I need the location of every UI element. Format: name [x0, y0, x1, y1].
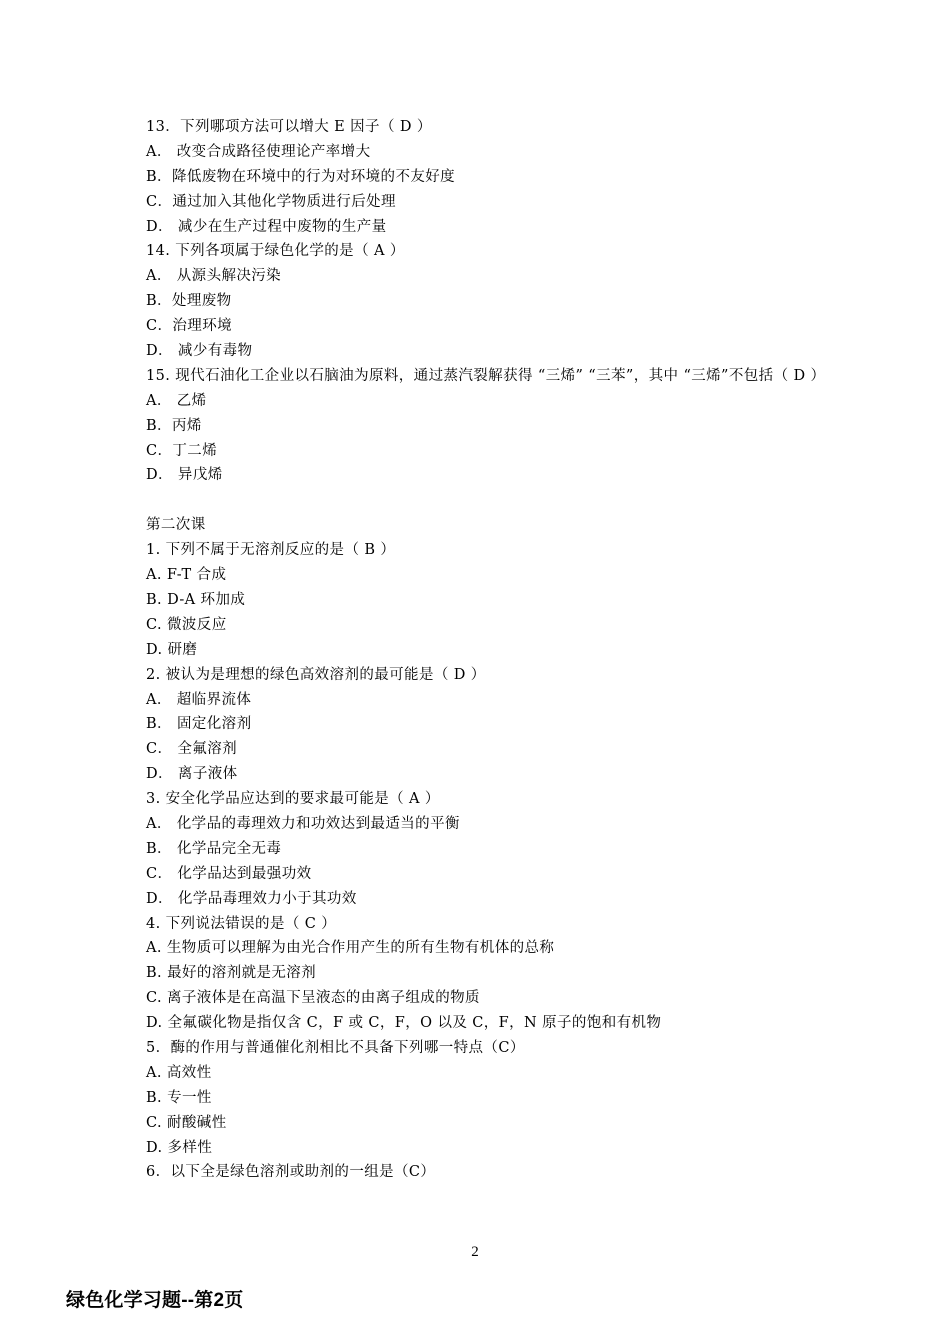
- question-line: C． 全氟溶剂: [146, 741, 238, 758]
- question-list-section2: [146, 538, 826, 1185]
- question-line: D． 减少在生产过程中废物的生产量: [146, 218, 387, 235]
- question-line: 14. 下列各项属于绿色化学的是（ A ）: [146, 243, 405, 260]
- question-line: B. D-A 环加成: [146, 591, 246, 608]
- question-list-section1: [146, 115, 826, 488]
- section-gap: [146, 488, 826, 513]
- question-line: A． 超临界流体: [146, 691, 252, 708]
- question-line: A． 化学品的毒理效力和功效达到最适当的平衡: [146, 815, 460, 832]
- footer-title: 绿色化学习题--第2页: [66, 1290, 244, 1311]
- section-title: 第二次课: [146, 517, 206, 534]
- question-line: B． 化学品完全无毒: [146, 840, 282, 857]
- question-line: C．治理环境: [146, 318, 232, 335]
- question-line: D． 减少有毒物: [146, 343, 253, 360]
- question-line: 13．下列哪项方法可以增大 E 因子（ D ）: [146, 119, 432, 135]
- question-line: A. 生物质可以理解为由光合作用产生的所有生物有机体的总称: [146, 940, 555, 957]
- question-line: 2. 被认为是理想的绿色高效溶剂的最可能是（ D ）: [146, 666, 486, 683]
- question-line: D. 多样性: [146, 1139, 213, 1156]
- document-body: [146, 115, 826, 1185]
- question-line: C. 微波反应: [146, 616, 227, 633]
- question-line: D． 化学品毒理效力小于其功效: [146, 890, 357, 907]
- question-line: A． 从源头解决污染: [146, 268, 282, 285]
- question-line: A． 改变合成路径使理论产率增大: [146, 143, 371, 160]
- question-line: A. 高效性: [146, 1064, 212, 1081]
- question-line: A. F-T 合成: [146, 567, 227, 584]
- question-line: 5．酶的作用与普通催化剂相比不具备下列哪一特点（C）: [146, 1039, 525, 1056]
- question-line: B．处理废物: [146, 293, 232, 310]
- question-line: D． 离子液体: [146, 766, 238, 783]
- question-line: C．丁二烯: [146, 442, 218, 459]
- question-line: B．丙烯: [146, 417, 202, 434]
- question-line: B．降低废物在环境中的行为对环境的不友好度: [146, 168, 456, 185]
- question-line: B． 固定化溶剂: [146, 716, 252, 733]
- question-line: 4. 下列说法错误的是（ C ）: [146, 915, 337, 932]
- question-line: D. 全氟碳化物是指仅含 C，F 或 C，F，O 以及 C，F，N 原子的饱和有机物: [146, 1015, 662, 1032]
- question-line: D. 研磨: [146, 641, 198, 658]
- question-line: C. 耐酸碱性: [146, 1114, 227, 1131]
- question-line: C. 离子液体是在高温下呈液态的由离子组成的物质: [146, 990, 480, 1007]
- page-number: 2: [471, 1244, 479, 1260]
- question-line: 15. 现代石油化工企业以石脑油为原料，通过蒸汽裂解获得 “三烯” “三苯”，其中 “三烯”不包括（ D ）: [146, 367, 826, 384]
- question-line: 6．以下全是绿色溶剂或助剂的一组是（C）: [146, 1164, 436, 1181]
- question-line: A． 乙烯: [146, 392, 207, 409]
- question-line: B. 专一性: [146, 1089, 212, 1106]
- question-line: 1. 下列不属于无溶剂反应的是（ B ）: [146, 542, 396, 559]
- question-line: B. 最好的溶剂就是无溶剂: [146, 965, 317, 982]
- question-line: 3. 安全化学品应达到的要求最可能是（ A ）: [146, 791, 440, 808]
- question-line: C．通过加入其他化学物质进行后处理: [146, 193, 396, 210]
- question-line: C． 化学品达到最强功效: [146, 865, 312, 882]
- question-line: D． 异戊烯: [146, 467, 223, 484]
